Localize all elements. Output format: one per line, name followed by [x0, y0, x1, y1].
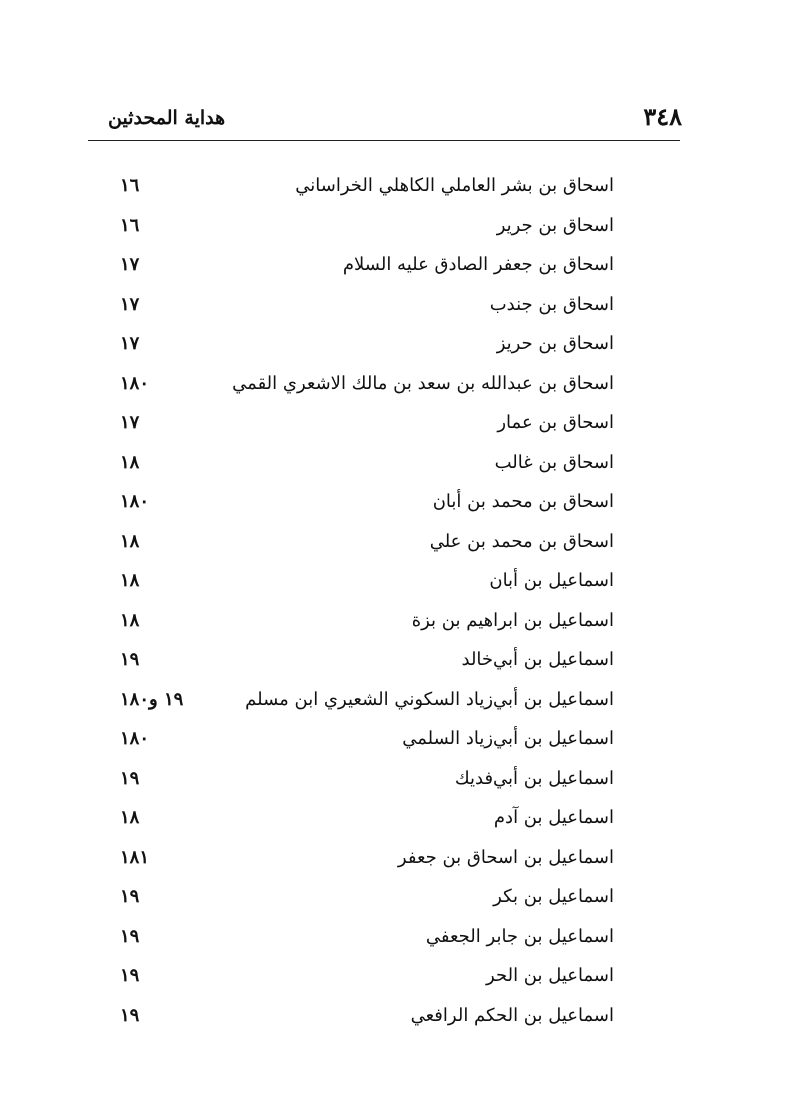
entry-page-ref: ١٧ — [120, 293, 140, 315]
entry-page-ref: ١٨ — [120, 807, 140, 828]
entry-page-ref: ١٧ — [120, 333, 140, 354]
index-entry — [120, 285, 614, 325]
index-entry — [120, 403, 614, 443]
entry-name: اسماعيل بن الحر — [486, 965, 614, 986]
entry-name: اسماعيل بن أبي‌فديك — [454, 767, 614, 789]
entry-name: اسماعيل بن أبي‌خالد — [461, 649, 614, 670]
entry-name: اسحاق بن جندب — [489, 293, 614, 315]
index-entry — [120, 245, 614, 285]
entry-name: اسماعيل بن أبي‌زياد السكوني الشعيري ابن مسلم — [245, 688, 614, 710]
entry-page-ref: ١٧ — [120, 412, 140, 433]
entry-name: اسحاق بن محمد بن أبان — [432, 491, 614, 512]
index-entry — [120, 640, 614, 680]
entry-name: اسماعيل بن جابر الجعفي — [425, 925, 614, 947]
index-entry — [120, 877, 614, 917]
entry-page-ref: ١٩ و١٨٠ — [120, 688, 184, 710]
entry-name: اسماعيل بن الحكم الرافعي — [410, 1004, 614, 1026]
entry-page-ref: ١٨١ — [120, 846, 150, 868]
entry-name: اسماعيل بن ابراهيم بن بزة — [411, 609, 614, 631]
entry-page-ref: ١٧ — [120, 254, 140, 275]
index-entry — [120, 917, 614, 957]
page-header — [108, 100, 682, 136]
entry-page-ref: ١٩ — [120, 925, 140, 947]
entry-page-ref: ١٨٠ — [120, 728, 150, 749]
header-rule — [88, 140, 680, 141]
entry-name: اسماعيل بن أبي‌زياد السلمي — [402, 728, 614, 749]
entry-page-ref: ١٩ — [120, 1004, 140, 1026]
index-entry — [120, 443, 614, 483]
index-entry — [120, 996, 614, 1036]
entry-name: اسماعيل بن أبان — [489, 570, 614, 591]
page-number: ٣٤٨ — [643, 102, 682, 131]
entry-page-ref: ١٨٠ — [120, 372, 150, 394]
entry-page-ref: ١٩ — [120, 965, 140, 986]
index-entry — [120, 719, 614, 759]
entry-name: اسحاق بن عبدالله بن سعد بن مالك الاشعري القمي — [232, 372, 614, 394]
entry-name: اسحاق بن غالب — [494, 451, 614, 473]
index-entry — [120, 522, 614, 562]
index-entry — [120, 482, 614, 522]
entry-page-ref: ١٩ — [120, 767, 140, 789]
entry-page-ref: ١٩ — [120, 649, 140, 670]
entry-name: اسماعيل بن آدم — [493, 807, 614, 828]
entry-page-ref: ١٨ — [120, 451, 140, 473]
index-entry — [120, 759, 614, 799]
index-entry — [120, 956, 614, 996]
entry-page-ref: ١٨ — [120, 570, 140, 591]
running-title: هداية المحدثين — [108, 107, 226, 129]
entry-name: اسماعيل بن بكر — [493, 886, 614, 907]
index-entry — [120, 206, 614, 246]
entry-name: اسحاق بن بشر العاملي الكاهلي الخراساني — [295, 175, 614, 196]
entry-name: اسحاق بن جعفر الصادق عليه السلام — [342, 254, 614, 275]
index-entry — [120, 680, 614, 720]
entry-page-ref: ١٨ — [120, 609, 140, 631]
name-index-list — [120, 166, 614, 1035]
entry-page-ref: ١٦ — [120, 175, 140, 196]
entry-page-ref: ١٩ — [120, 886, 140, 907]
entry-page-ref: ١٦ — [120, 214, 140, 236]
index-entry — [120, 798, 614, 838]
index-entry — [120, 364, 614, 404]
entry-page-ref: ١٨ — [120, 530, 140, 552]
index-entry — [120, 166, 614, 206]
index-entry — [120, 601, 614, 641]
entry-name: اسحاق بن عمار — [497, 412, 614, 433]
entry-name: اسحاق بن محمد بن علي — [429, 530, 614, 552]
index-entry — [120, 324, 614, 364]
index-entry — [120, 838, 614, 878]
entry-name: اسحاق بن حريز — [496, 333, 614, 354]
index-entry — [120, 561, 614, 601]
entry-name: اسحاق بن جرير — [496, 214, 614, 236]
entry-page-ref: ١٨٠ — [120, 491, 150, 512]
entry-name: اسماعيل بن اسحاق بن جعفر — [397, 846, 614, 868]
